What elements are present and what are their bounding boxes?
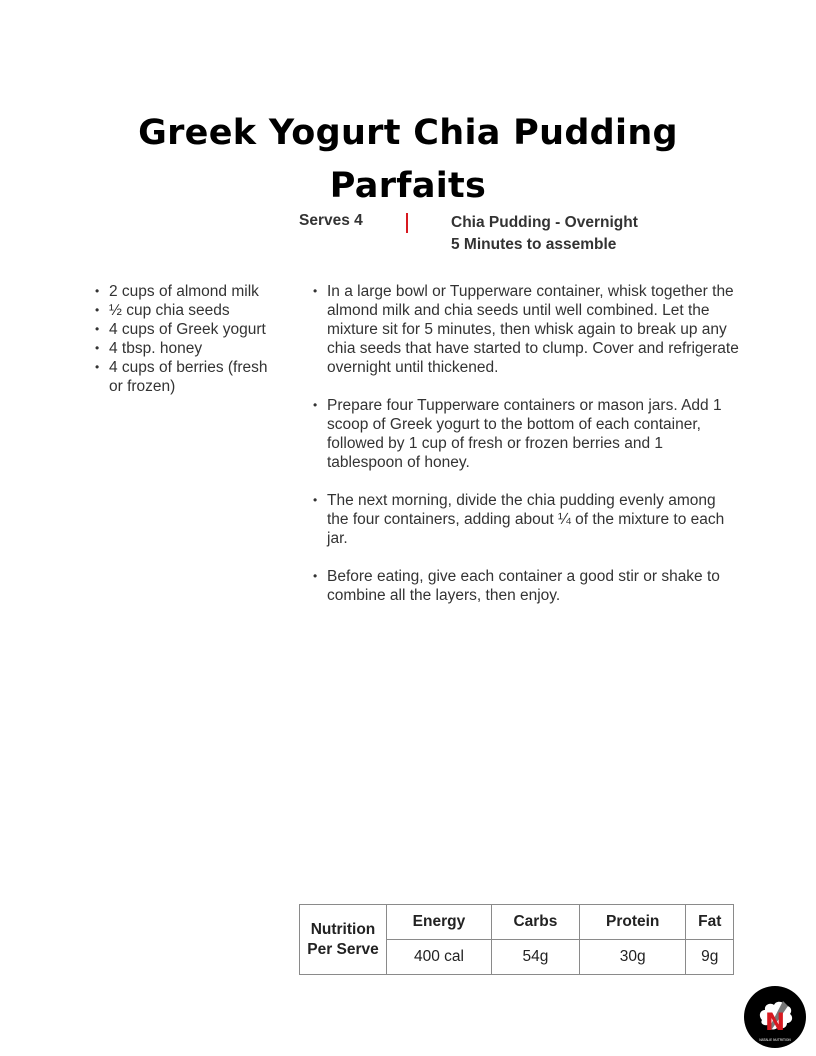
assemble-time: 5 Minutes to assemble [451,236,617,253]
fat-value: 9g [686,940,734,975]
serves-count: Serves 4 [299,212,363,229]
protein-value: 30g [579,940,686,975]
method-step: • Prepare four Tupperware containers or mason jars. Add 1 scoop of Greek yogurt to the bottom of each container, followed by 1 cup of fresh or frozen berries and 1 tablespoon of honey. [310,396,740,472]
meta-divider [406,213,408,233]
logo-caption: NATALIE NUTRITION [759,1038,791,1042]
ingredient-item: • 4 cups of Greek yogurt [92,320,282,339]
energy-header: Energy [387,905,492,940]
method-steps [310,282,740,624]
carbs-header: Carbs [491,905,579,940]
energy-value: 400 cal [387,940,492,975]
logo-letter: N [764,1008,786,1036]
prep-times [451,212,638,256]
protein-header: Protein [579,905,686,940]
method-step: • In a large bowl or Tupperware container, whisk together the almond milk and chia seeds until well combined. Let the mixture sit for 5 minutes, then whisk again to break up any chia seeds that have started to clump. Cover and refrigerate overnight until thickened. [310,282,740,377]
nutrition-label-line: Per Serve [307,940,379,958]
method-step: • The next morning, divide the chia pudding evenly among the four containers, adding about ¼ of the mixture to each jar. [310,491,740,548]
fat-header: Fat [686,905,734,940]
ingredient-item: • ½ cup chia seeds [92,301,282,320]
nutrition-label-line: Nutrition [310,920,376,938]
chill-time: Chia Pudding - Overnight [451,214,638,231]
method-step: • Before eating, give each container a good stir or shake to combine all the layers, then enjoy. [310,567,740,605]
ingredient-item: • 4 tbsp. honey [92,339,282,358]
nutrition-table [299,904,734,975]
nutrition-label [300,905,387,975]
carbs-value: 54g [491,940,579,975]
ingredient-item: • 4 cups of berries (fresh or frozen) [92,358,282,396]
brand-logo-icon [744,986,806,1048]
recipe-title: Greek Yogurt Chia Pudding Parfaits [138,113,678,207]
ingredient-item: • 2 cups of almond milk [92,282,282,301]
ingredients-list [92,282,282,396]
